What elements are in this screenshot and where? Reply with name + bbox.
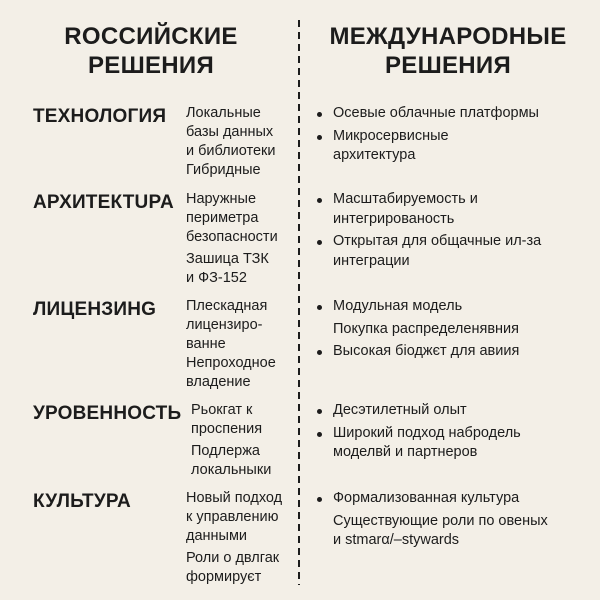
text-line: Модульная модель — [333, 298, 463, 314]
text-line: Зашицa ТЗК — [186, 251, 269, 267]
category-label: КУЛЬТУРА — [33, 491, 131, 512]
russian-solution-cell — [191, 401, 271, 483]
russian-solution-item — [186, 190, 278, 247]
category-label: УРОВЕННОСТЬ — [33, 403, 182, 424]
category-label: ЛИЦЕНЗИНG — [33, 299, 157, 320]
international-solution-item — [315, 401, 595, 421]
text-line: проспения — [191, 421, 263, 437]
international-solution-item — [315, 232, 595, 271]
text-line: безопасности — [186, 229, 278, 245]
text-line: локальныки — [191, 462, 272, 478]
bullet-icon — [317, 409, 322, 414]
title-line: ROССИЙСКИЕ — [64, 23, 238, 50]
text-line: Осевые облачные платформы — [333, 105, 539, 121]
text-line: Гибридные — [186, 162, 261, 178]
title-line: РЕШЕНИЯ — [384, 52, 512, 79]
international-solution-cell — [315, 489, 595, 554]
russian-solution-item — [186, 250, 278, 288]
title-line: МЕЖДУНАРОDНЫЕ — [329, 23, 567, 50]
text-line: Рьокгат к — [191, 402, 253, 418]
text-line: Десэтилетный олыт — [333, 402, 467, 418]
international-solution-item — [315, 104, 595, 124]
text-line: данными — [186, 528, 248, 544]
text-line: Открытая для общачные ил-за — [333, 233, 542, 249]
text-line: архитектура — [333, 147, 416, 163]
text-line: Плескадная — [186, 298, 268, 314]
international-solution-item — [315, 297, 595, 317]
text-line: Локальные — [186, 105, 261, 121]
text-line: Роли о двлгак — [186, 550, 280, 566]
international-solution-cell — [315, 297, 595, 365]
international-solutions-title — [308, 22, 588, 80]
text-line: Наружные — [186, 191, 257, 207]
text-line: к управлению — [186, 509, 279, 525]
russian-solution-item — [186, 549, 282, 587]
russian-solution-cell — [186, 297, 276, 395]
russian-solution-item — [191, 442, 271, 480]
russian-solution-item — [186, 489, 282, 546]
text-line: Покупка распределенявния — [333, 320, 519, 337]
text-line: ванне — [186, 336, 226, 352]
international-solution-item — [315, 127, 595, 166]
international-solution-item — [315, 190, 595, 229]
title-line: РЕШЕНИЯ — [87, 52, 215, 79]
column-divider — [298, 20, 300, 585]
russian-solution-cell — [186, 489, 282, 590]
text-line: владение — [186, 374, 251, 390]
text-line: лицензиро- — [186, 317, 263, 333]
text-line: интеграции — [333, 252, 410, 269]
text-line: интегрированость — [333, 210, 455, 227]
international-solution-item — [315, 512, 595, 551]
text-line: формируєт — [186, 569, 262, 585]
russian-solution-item — [186, 104, 275, 180]
bullet-icon — [317, 305, 322, 310]
text-line: Непроходное — [186, 355, 276, 371]
text-line: и ФЗ-152 — [186, 270, 247, 286]
russian-solutions-title — [40, 22, 262, 80]
text-line: и stmarα/–stywards — [333, 532, 460, 548]
international-solution-item — [315, 424, 595, 463]
bullet-icon — [317, 112, 322, 117]
text-line: Новый подход — [186, 490, 283, 506]
bullet-icon — [317, 240, 322, 245]
international-solution-cell — [315, 401, 595, 466]
international-solution-cell — [315, 104, 595, 169]
category-label: АРХИТЕКТUPA — [33, 192, 174, 213]
text-line: Формализованная культура — [333, 490, 520, 506]
text-line: Существующие роли по овеных — [333, 512, 548, 529]
russian-solution-cell — [186, 190, 278, 291]
russian-solution-cell — [186, 104, 275, 183]
text-line: Подлержа — [191, 443, 260, 459]
international-solution-item — [315, 342, 595, 362]
bullet-icon — [317, 135, 322, 140]
bullet-icon — [317, 497, 322, 502]
text-line: Высокая біоджєт для авиия — [333, 343, 520, 359]
russian-solution-item — [191, 401, 271, 439]
international-solution-item — [315, 489, 595, 509]
text-line: базы данных — [186, 124, 274, 140]
bullet-icon — [317, 198, 322, 203]
bullet-icon — [317, 350, 322, 355]
text-line: периметра — [186, 210, 259, 226]
text-line: Широкий подход набродель — [333, 424, 521, 441]
russian-solution-item — [186, 297, 276, 392]
text-line: и библиотеки — [186, 143, 276, 159]
international-solution-item — [315, 320, 595, 340]
category-label: ТЕХНОЛОГИЯ — [33, 106, 167, 127]
text-line: Масштабируемость и — [333, 191, 478, 207]
international-solution-cell — [315, 190, 595, 274]
text-line: моделвй и партнеров — [333, 444, 478, 460]
bullet-icon — [317, 432, 322, 437]
text-line: Микросервисные — [333, 127, 449, 144]
